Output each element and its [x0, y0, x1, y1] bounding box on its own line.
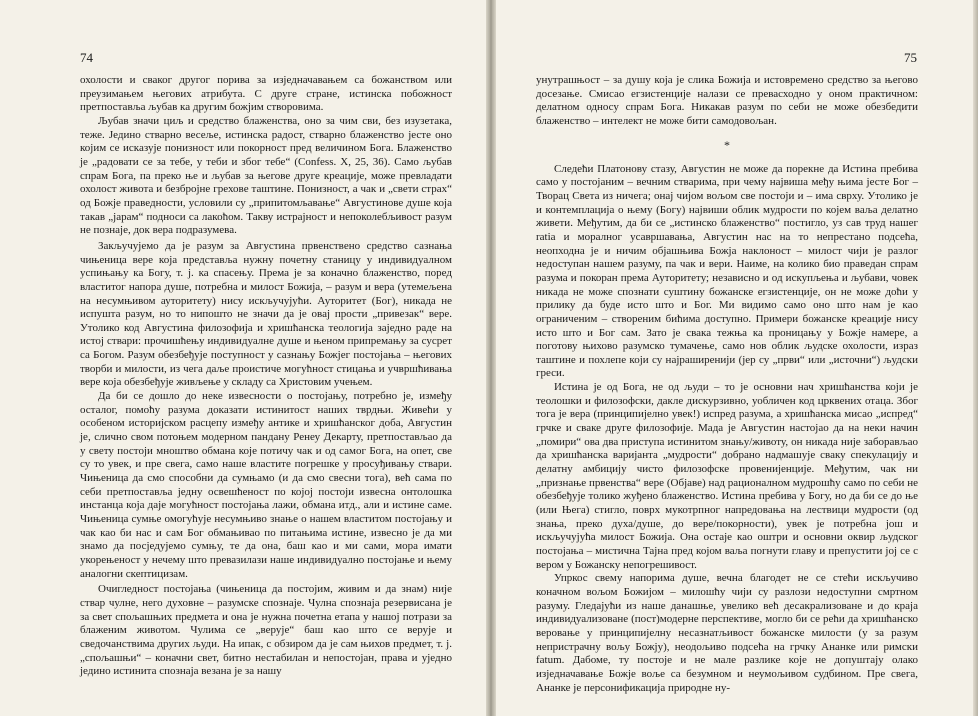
paragraph: Упркос свему напорима душе, вечна благодет не се стећи искључиво коначном вољом Божијом – милошћу чији су разлози недоступни смртном разуму. Гледајући из наше данашње, увелико већ десакрализоване и до краја индивидуализоване (пост)модерне перспективе, могло би се рећи да хришћанско веровање у принципијелну несазнатљивост божанске милости (у за разум непристрачну вољу Божју), неодољиво подсећа на грчку Ананке или римски fatum. Дабоме, ту постоје и не мале разлике које не допуштају олако изједначавање Божје воље са безумном и неумољивом судбином. Пре свега, Ананке је персонификација природне ну- — [536, 572, 918, 694]
left-page-body — [80, 74, 452, 679]
paragraph: унутрашњост – за душу која је слика Божија и истовремено средство за његово досезање. Смисао егзистенције налази се превасходно у оном практичном: делатном односу спрам Бога. Никакав разум по себи не може обезбедити блаженство – интелект не може бити самодовољан. — [536, 74, 918, 127]
page-edge — [973, 0, 978, 716]
page-number-left: 74 — [80, 50, 93, 65]
paragraph: охолости и сваког другог порива за изједначавањем са божанством или преузимањем његових атрибута. С друге стране, истинска побожност претпоставља љубав ка другим божјим створовима. — [80, 74, 452, 114]
paragraph: Очигледност постојања (чињеница да постојим, живим и да знам) није ствар чулне, него духовне – разумске спознаје. Чулна спознаја резервисана је за свет спољашњих предмета и она је нужна почетна етапа у нашој потрази за блаженим животом. Чулима се „верује“ баш као што се верује и сведочанствима других људи. На ипак, с обзиром да је сам њихов предмет, т. ј. „спољашњи“ – коначни свет, битно нестабилан и непостојан, права и уједно једино истинита спознаја везана је за нашу — [80, 583, 452, 678]
paragraph: Следећи Платонову стазу, Августин не може да порекне да Истина пребива само у постојаним – вечним стварима, при чему највиша међу њима јесте Бог – Творац Света из ничега; онај чијом вољом све постоји и – има сврху. Утолико је и контемплација о њему (Богу) највиши облик мудрости по којем ваља делатно живети. Међутим, да би се „истинско блаженство“ постигло, уз сав труд нашег ratia и моралног усавршавања, Августин нас на то непрестано подсећа, неопходна је и ничим објашњива Божја наклоност – милост чији је разлог недоступан нашем разуму, па чак и вери. Наиме, на колико био праведан спрам разума и покоран према Ауторитету; независно и од искупљења и љубави, човек никада не може спознати суштину божанске егзистенције, он не може доћи у прилику да буде исто што и Бог. Ми видимо само оно што нам је као ограниченим – створеним бићима доступно. Примери божанске креације нису исто што и Бог сам. Зато је свака тежња ка проницању у Божје намере, а поготову њихово разумско тумачење, само нов облик људске охолости, израз таштине и похлепе који су најраширенији (јер су „први“ или „источни“) људски греси. — [536, 162, 918, 380]
book-gutter — [486, 0, 496, 716]
right-page-body — [536, 74, 918, 695]
paragraph: Закључујемо да је разум за Августина првенствено средство сазнања чињеница вере која представља нужну почетну станицу у индивидуалном успињању ка Богу, т. ј. ка спасењу. Према је за коначно блаженство, поред властитог напора душе, потребна и милост Божија, – разум и вера (утемељена на несумњивом ауторитету) нису искључујући. Ауторитет (Бог), никада не испушта разум, но то нипошто не значи да је овај прости „привезак“ вере. Утолико код Августина филозофија и хришћанска теологија заједно раде на истој ствари: прочишћењу индивидуалне душе и њеном припремању за сусрет са Богом. Разум обезбеђује поступност у сазнању Божјег постојања – његових творби и милости, из чега даље проистиче могућност стицања и учвршћивања вере која обезбеђује живљење у складу са Христовим учењем. — [80, 239, 452, 389]
section-break: * — [724, 137, 730, 152]
page-number-right: 75 — [904, 50, 917, 65]
paragraph: Љубав значи циљ и средство блаженства, оно за чим сви, без изузетака, теже. Једино стварно весеље, истинска радост, стварно блаженство јесте оно којим се исказује понизност или покорност пред величином Бога. Блаженство је „радовати се за тебе, у теби и због тебе“ (Confess. X, 25, 36). Само љубав спрам Бога, па преко ње и љубав за његове друге креације, може превладати охолост живота и безбројне грехове таштине. Понизност, а чак и „свети страх“ од Божје праведности, условили су „припитомљавање“ Августинове душе која такав „јарам“ подноси са лакоћом. Такву истрајност и непоколебљивост разум не познаје, док вера подразумева. — [80, 114, 452, 237]
paragraph: Истина је од Бога, не од људи – то је основни нач хришћанства који је теолошки и филозофски, дакле дискурзивно, уобличен код црквених отаца. Због тога је вера (принципијелно увек!) испред разума, а хришћанска мисао „испред“ грчке и сваке друге филозофије. Мада је Августин настојао да на неки начин „помири“ ова два приступа истинитом знању/животу, он никада није заборављао да хришћанска варијанта „мудрости“ добрано надмашује сваку спекулацију и делатну амбицију чисто филозофске провенијенције. Међутим, чак ни „признање првенства“ вере (Објаве) над рационалном мудрошћу само по себи не обезбеђује толико жуђено блаженство. Истина пребива у Богу, но да би се до ње (или Њега) стигло, поврх мукотрпног напредовања на лествици мудрости (од знања, преко духа/душе, до вере/покорности), увек је потребна још и искључујућа милост Божија. Она остаје као оштри и основни оквир људског постојања – мистична Тајна пред којом ваља погнути главу и препустити јој се с вером у Божанску непогрешивост. — [536, 381, 918, 571]
left-page — [0, 0, 486, 716]
right-page — [496, 0, 973, 716]
paragraph: Да би се дошло до неке извесности о постојању, потребно је, између осталог, помоћу разума доказати истинитост наших тврдњи. Живећи у особеном историјском расцепу између антике и хришћанског доба, Августин је, слично свом потоњем модерном пандану Ренеу Декарту, претпостављао да у свету постоји мноштво обмана које потичу чак и од самог Бога, на опет, све су то увек, и пре свега, само наше властите погрешке у просуђивању ствари. Чињеница да смо способни да сумњамо (и да смо свесни тога), већ сама по себи претпоставља једну освешћеност по којој постоји извесна онтолошка инстанца која даје могућност постојања лажи, обмана итд., али и истине саме. Чињеница сумње омогућује несумњиво знање о нашем властитом постојању и чак као би нас и сам Бог обмањивао по питањима истине, извесно је да ми знамо да посједујемо сумњу, те да она, баш као и ми сами, мора имати укорењеност у нечему што превазилази наше индивидуално постојање и њему аналогни скептицизам. — [80, 390, 452, 580]
